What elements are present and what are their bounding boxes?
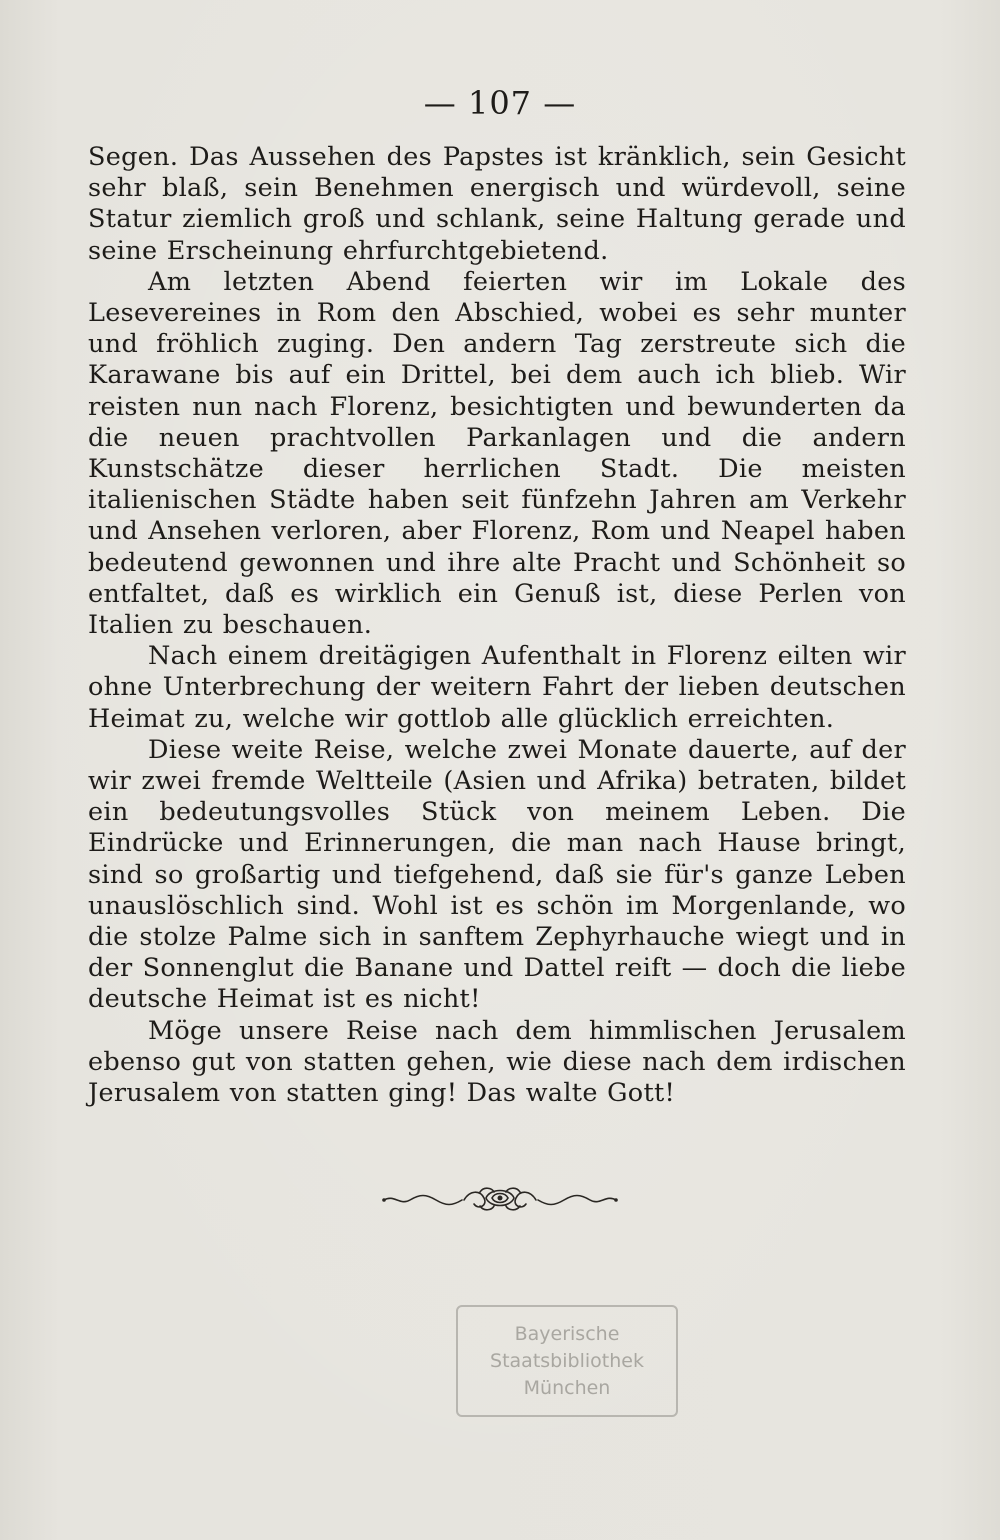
library-stamp bbox=[456, 1305, 678, 1417]
decorative-vignette-icon bbox=[380, 1180, 620, 1216]
stamp-line-3: München bbox=[523, 1377, 611, 1399]
stamp-line-1: Bayerische bbox=[514, 1323, 620, 1345]
paragraph-2: Am letzten Abend feierten wir im Lokale des Lesevereines in Rom den Abschied, wobei es sehr munter und fröhlich zuging. Den andern Tag zerstreute sich die Karawane bis auf ein Drittel, bei dem auch ich blieb. Wir reisten nun nach Florenz, besichtigten und bewunderten da die neuen prachtvollen Parkanlagen und die andern Kunstschätze dieser herrlichen Stadt. Die meisten italienischen Städte haben seit fünfzehn Jahren am Verkehr und Ansehen verloren, aber Florenz, Rom und Neapel haben bedeutend gewonnen und ihre alte Pracht und Schönheit so entfaltet, daß es wirklich ein Genuß ist, diese Perlen von Italien zu beschauen. bbox=[88, 266, 906, 641]
body-text bbox=[88, 142, 906, 1109]
paragraph-3: Nach einem dreitägigen Aufenthalt in Florenz eilten wir ohne Unterbrechung der weitern Fahrt der lieben deutschen Heimat zu, welche wir gottlob alle glücklich erreichten. bbox=[88, 641, 906, 734]
paragraph-1: Segen. Das Aussehen des Papstes ist kränklich, sein Gesicht sehr blaß, sein Benehmen energisch und würdevoll, seine Statur ziemlich groß und schlank, seine Haltung gerade und seine Erscheinung ehrfurchtgebietend. bbox=[88, 142, 906, 266]
paragraph-4: Diese weite Reise, welche zwei Monate dauerte, auf der wir zwei fremde Weltteile (Asien und Afrika) betraten, bildet ein bedeutungsvolles Stück von meinem Leben. Die Eindrücke und Erinnerungen, die man nach Hause bringt, sind so großartig und tiefgehend, daß sie für's ganze Leben unauslöschlich sind. Wohl ist es schön im Morgenlande, wo die stolze Palme sich in sanftem Zephyrhauche wiegt und in der Sonnenglut die Banane und Dattel reift — doch die liebe deutsche Heimat ist es nicht! bbox=[88, 734, 906, 1015]
paragraph-5: Möge unsere Reise nach dem himmlischen Jerusalem ebenso gut von statten gehen, wie diese nach dem irdischen Jerusalem von statten ging! Das walte Gott! bbox=[88, 1015, 906, 1109]
stamp-line-2: Staatsbibliothek bbox=[490, 1350, 644, 1372]
page-number: — 107 — bbox=[423, 84, 577, 122]
